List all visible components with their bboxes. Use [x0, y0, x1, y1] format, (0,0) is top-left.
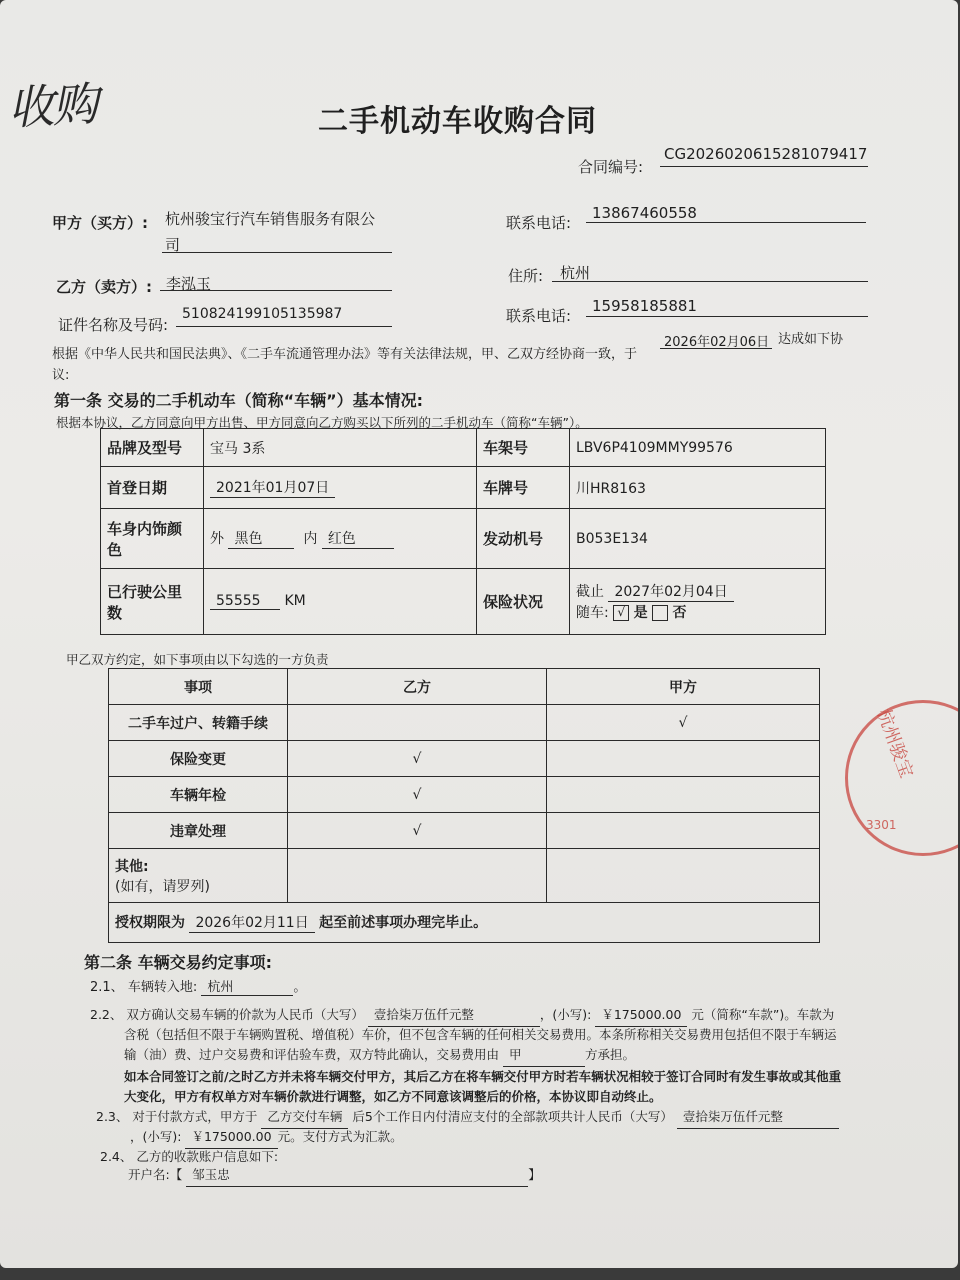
resp-item: 二手车过户、转籍手续 — [109, 705, 288, 741]
auth-cell — [109, 903, 820, 943]
agreement-date-line — [660, 348, 772, 349]
party-a-phone-label: 联系电话: — [506, 214, 572, 232]
clause-2-3-b: 后5个工作日内付清应支付的全部款项共计人民币（大写） — [352, 1109, 673, 1124]
resp-header-row — [109, 669, 820, 705]
stamp-code: 3301 — [866, 818, 897, 832]
color-label-2: 色 — [107, 540, 123, 559]
resp-other-row — [109, 849, 820, 903]
brand-label: 品牌及型号 — [101, 429, 204, 467]
yes-label: 是 — [633, 605, 648, 621]
article-1-title: 第一条 交易的二手机动车（简称“车辆”）基本情况: — [54, 391, 424, 410]
color-cell — [204, 509, 477, 569]
party-b-phone: 15958185881 — [592, 297, 697, 315]
resp-other-a — [547, 849, 820, 903]
intro-tail-2: 议: — [52, 368, 70, 383]
intro-text: 根据《中华人民共和国民法典》、《二手车流通管理办法》等有关法律法规，甲、乙双方经协商一致，于 — [52, 347, 638, 362]
address-label: 住所: — [508, 267, 544, 285]
party-a-name: 杭州骏宝行汽车销售服务有限公 — [165, 210, 376, 228]
address: 杭州 — [560, 264, 591, 282]
vehicle-row-color — [101, 509, 826, 569]
fee-party: 甲 — [503, 1044, 585, 1067]
color-label-cell — [101, 509, 204, 569]
table-row — [109, 777, 820, 813]
clause-2-4-no: 2.4、 — [100, 1149, 133, 1164]
vehicle-row-brand — [101, 429, 826, 467]
party-b-name: 李泓玉 — [166, 275, 212, 293]
party-a-label: 甲方（买方）: — [52, 214, 148, 232]
resp-b — [288, 705, 547, 741]
auth-date: 2026年02月11日 — [189, 912, 314, 933]
resp-item: 车辆年检 — [109, 777, 288, 813]
pay-upper: 壹拾柒万伍仟元整 — [677, 1106, 839, 1129]
handwritten-note: 收购 — [6, 76, 98, 136]
resp-intro: 甲乙双方约定，如下事项由以下勾选的一方负责 — [66, 652, 329, 667]
resp-b: √ — [288, 777, 547, 813]
account-end: 】 — [528, 1167, 541, 1182]
no-label: 否 — [672, 605, 687, 621]
clause-2-2-line2: 含税（包括但不限于车辆购置税、增值税）车价，但不包含车辆的任何相关交易费用。本条所称相关交易费用包括但不限于车辆运 — [124, 1027, 837, 1042]
article-1-sub: 根据本协议，乙方同意向甲方出售、甲方同意向乙方购买以下所列的二手机动车（简称“车辆”）。 — [56, 415, 588, 430]
account-name: 邹玉忠 — [186, 1164, 528, 1187]
mileage-label-1: 已行驶公里 — [107, 582, 183, 601]
mileage-cell — [204, 569, 477, 635]
party-a-name-2: 司 — [165, 236, 181, 254]
table-row — [109, 741, 820, 777]
no-checkbox — [652, 605, 668, 621]
price-lower: ￥175000.00 — [595, 1004, 687, 1027]
address-line — [552, 281, 868, 282]
auth-label: 授权期限为 — [115, 915, 185, 931]
clause-2-2-no: 2.2、 — [90, 1007, 123, 1022]
clause-2-1 — [90, 976, 306, 996]
mileage-unit: KM — [284, 593, 306, 609]
resp-other-label — [109, 849, 288, 903]
vehicle-table — [100, 428, 826, 635]
party-a-phone-line — [586, 222, 866, 223]
contract-no: CG2026020615281079417 — [664, 145, 868, 163]
party-b-phone-line — [586, 316, 868, 317]
clause-2-2-b: ，(小写): — [539, 1007, 592, 1022]
first-reg-cell — [204, 467, 477, 509]
other-label-1: 其他: — [115, 858, 149, 875]
clause-2-2-a: 双方确认交易车辆的价款为人民币（大写） — [126, 1007, 364, 1022]
engine-label: 发动机号 — [477, 509, 570, 569]
clause-2-2-line3 — [124, 1044, 635, 1067]
clause-2-2-line3b: 方承担。 — [585, 1047, 636, 1062]
party-b-phone-label: 联系电话: — [506, 307, 572, 325]
vehicle-row-reg — [101, 467, 826, 509]
vin-value: LBV6P4109MMY99576 — [570, 429, 826, 467]
account-name-label: 开户名:【 — [128, 1167, 183, 1182]
vin-label: 车架号 — [477, 429, 570, 467]
resp-table — [108, 668, 820, 943]
account-name-row — [128, 1164, 541, 1187]
clause-2-4-text: 乙方的收款账户信息如下: — [136, 1149, 279, 1164]
vehicle-row-mileage — [101, 569, 826, 635]
ext-prefix: 外 — [210, 531, 224, 547]
first-reg-label: 首登日期 — [101, 467, 204, 509]
mileage-label-cell — [101, 569, 204, 635]
ext-color: 黑色 — [228, 528, 294, 549]
table-row — [109, 705, 820, 741]
resp-auth-row — [109, 903, 820, 943]
resp-header-b: 乙方 — [288, 669, 547, 705]
other-label-2: (如有，请罗列) — [115, 878, 210, 895]
mileage-label-2: 数 — [107, 603, 123, 622]
id-line — [176, 326, 392, 327]
page-title: 二手机动车收购合同 — [318, 104, 597, 139]
price-upper: 壹拾柒万伍仟元整 — [368, 1004, 540, 1027]
mileage-value: 55555 — [210, 593, 280, 610]
engine-value: B053E134 — [570, 509, 826, 569]
clause-2-1-value: 杭州 — [201, 976, 293, 996]
party-a-line — [162, 252, 392, 253]
insurance-prefix: 截止 — [576, 584, 604, 600]
yes-checkbox: √ — [613, 605, 629, 621]
clause-2-3-line2b: 元。支付方式为汇款。 — [277, 1129, 403, 1144]
resp-a — [547, 813, 820, 849]
clause-2-1-text: 车辆转入地: — [127, 980, 198, 995]
clause-2-2-line3a: 输（油）费、过户交易费和评估验车费，双方特此确认，交易费用由 — [124, 1047, 500, 1062]
color-label-1: 车身内饰颜 — [107, 519, 183, 538]
party-a-phone: 13867460558 — [592, 204, 697, 222]
clause-2-1-end: 。 — [293, 980, 307, 995]
resp-other-b — [288, 849, 547, 903]
intro-tail: 达成如下协 — [778, 332, 844, 347]
id-number: 510824199105135987 — [182, 306, 343, 322]
party-b-line — [160, 290, 392, 291]
pay-lower: ￥175000.00 — [185, 1126, 277, 1149]
agreement-date: 2026年02月06日 — [664, 335, 770, 350]
clause-2-3-no: 2.3、 — [96, 1109, 129, 1124]
brand-value: 宝马 3系 — [204, 429, 477, 467]
bold-para-2: 大变化，甲方有权单方对车辆价款进行调整，如乙方不同意该调整后的价格，本协议即自动终止。 — [124, 1089, 662, 1104]
plate-label: 车牌号 — [477, 467, 570, 509]
resp-item: 保险变更 — [109, 741, 288, 777]
party-b-label: 乙方（卖方）: — [56, 278, 152, 296]
insurance-label: 保险状况 — [477, 569, 570, 635]
stamp-text: 杭州骏宝 — [872, 706, 917, 781]
resp-b: √ — [288, 741, 547, 777]
resp-a — [547, 741, 820, 777]
clause-2-1-no: 2.1、 — [90, 980, 124, 995]
bold-para-1: 如本合同签订之前/之时乙方并未将车辆交付甲方，其后乙方在将车辆交付甲方时若车辆状况相较于签订合同时有发生事故或其他重 — [124, 1069, 842, 1084]
insurance-until: 2027年02月04日 — [608, 581, 733, 602]
resp-a: √ — [547, 705, 820, 741]
clause-2-3-line2a: ，(小写): — [130, 1129, 182, 1144]
clause-2-3-a: 对于付款方式，甲方于 — [132, 1109, 258, 1124]
int-color: 红色 — [322, 528, 394, 549]
first-reg-value: 2021年01月07日 — [210, 477, 335, 498]
clause-2-2-c: 元（简称“车款”)。车款为 — [691, 1007, 835, 1022]
pay-time: 乙方交付车辆 — [261, 1106, 348, 1129]
plate-value: 川HR8163 — [570, 467, 826, 509]
resp-item: 违章处理 — [109, 813, 288, 849]
contract-no-label: 合同编号: — [578, 158, 644, 176]
table-row — [109, 813, 820, 849]
resp-header-a: 甲方 — [547, 669, 820, 705]
resp-a — [547, 777, 820, 813]
contract-no-line — [660, 166, 868, 167]
auth-tail: 起至前述事项办理完毕止。 — [319, 915, 488, 931]
article-2-title: 第二条 车辆交易约定事项: — [84, 953, 272, 972]
with-car-label: 随车: — [576, 605, 609, 621]
resp-header-item: 事项 — [109, 669, 288, 705]
int-prefix: 内 — [303, 531, 318, 547]
id-label: 证件名称及号码: — [58, 316, 169, 334]
insurance-cell — [570, 569, 826, 635]
resp-b: √ — [288, 813, 547, 849]
